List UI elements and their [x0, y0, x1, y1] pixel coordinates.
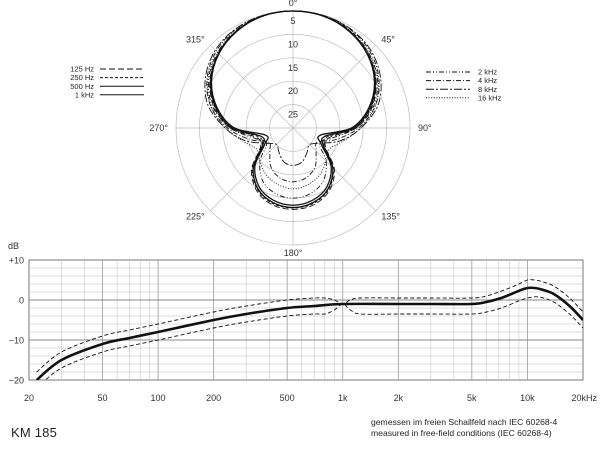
frequency-y-tick: +10 — [8, 255, 24, 266]
polar-radial-label: 10 — [287, 39, 299, 50]
frequency-x-tick: 50 — [97, 393, 108, 403]
frequency-y-tick: 0 — [18, 295, 24, 306]
polar-radial-label: 5 — [290, 16, 296, 26]
polar-legend-left — [70, 65, 144, 100]
frequency-x-tick: 200 — [206, 393, 222, 403]
polar-angle-label: 0° — [288, 0, 298, 8]
polar-angle-label: 270° — [149, 123, 168, 133]
frequency-x-tick: 20 — [23, 393, 35, 403]
legend-label: 2 kHz — [478, 67, 498, 77]
measurement-note-de: gemessen im freien Schallfeld nach IEC 60268-4 — [371, 417, 558, 427]
frequency-y-tick: −10 — [8, 335, 24, 346]
polar-radial-label: 20 — [287, 86, 299, 97]
frequency-curves — [37, 280, 583, 388]
frequency-x-tick: 10k — [520, 393, 535, 403]
model-name: KM 185 — [11, 425, 58, 440]
frequency-x-tick: 1k — [337, 393, 348, 403]
frequency-y-tick: −20 — [8, 375, 24, 386]
frequency-x-tick: 5k — [467, 393, 477, 403]
polar-angle-label: 90° — [418, 123, 432, 133]
legend-label: 250 Hz — [70, 73, 94, 83]
frequency-tolerance-lower — [37, 297, 583, 388]
measurement-note-en: measured in free-field conditions (IEC 60268-4) — [371, 428, 552, 438]
polar-angle-label: 135° — [381, 211, 401, 222]
frequency-frame — [29, 260, 583, 380]
legend-label: 8 kHz — [478, 84, 498, 94]
frequency-y-ticks — [9, 256, 24, 386]
frequency-response — [37, 288, 583, 380]
polar-angle-label: 45° — [381, 34, 396, 45]
legend-label: 125 Hz — [70, 64, 94, 74]
frequency-x-tick: 20kHz — [571, 393, 597, 403]
frequency-tolerance-upper — [37, 280, 583, 372]
frequency-x-tick: 100 — [150, 393, 166, 403]
legend-label: 16 kHz — [478, 93, 502, 103]
polar-angle-label: 225° — [185, 211, 205, 222]
frequency-x-tick: 500 — [279, 393, 295, 403]
frequency-y-axis-label: dB — [8, 241, 20, 251]
polar-angle-label: 180° — [283, 248, 303, 258]
polar-legend-right — [426, 68, 502, 103]
measurement-note — [371, 417, 557, 439]
frequency-x-ticks — [24, 393, 598, 403]
frequency-grid — [29, 260, 583, 380]
legend-label: 1 kHz — [74, 90, 94, 100]
polar-angle-label: 315° — [185, 34, 205, 45]
legend-label: 4 kHz — [478, 76, 498, 86]
polar-radial-label: 25 — [287, 109, 299, 120]
frequency-x-tick: 2k — [393, 393, 404, 403]
frequency-response-chart — [0, 236, 600, 408]
polar-radial-label: 15 — [287, 62, 299, 73]
legend-label: 500 Hz — [70, 81, 94, 91]
